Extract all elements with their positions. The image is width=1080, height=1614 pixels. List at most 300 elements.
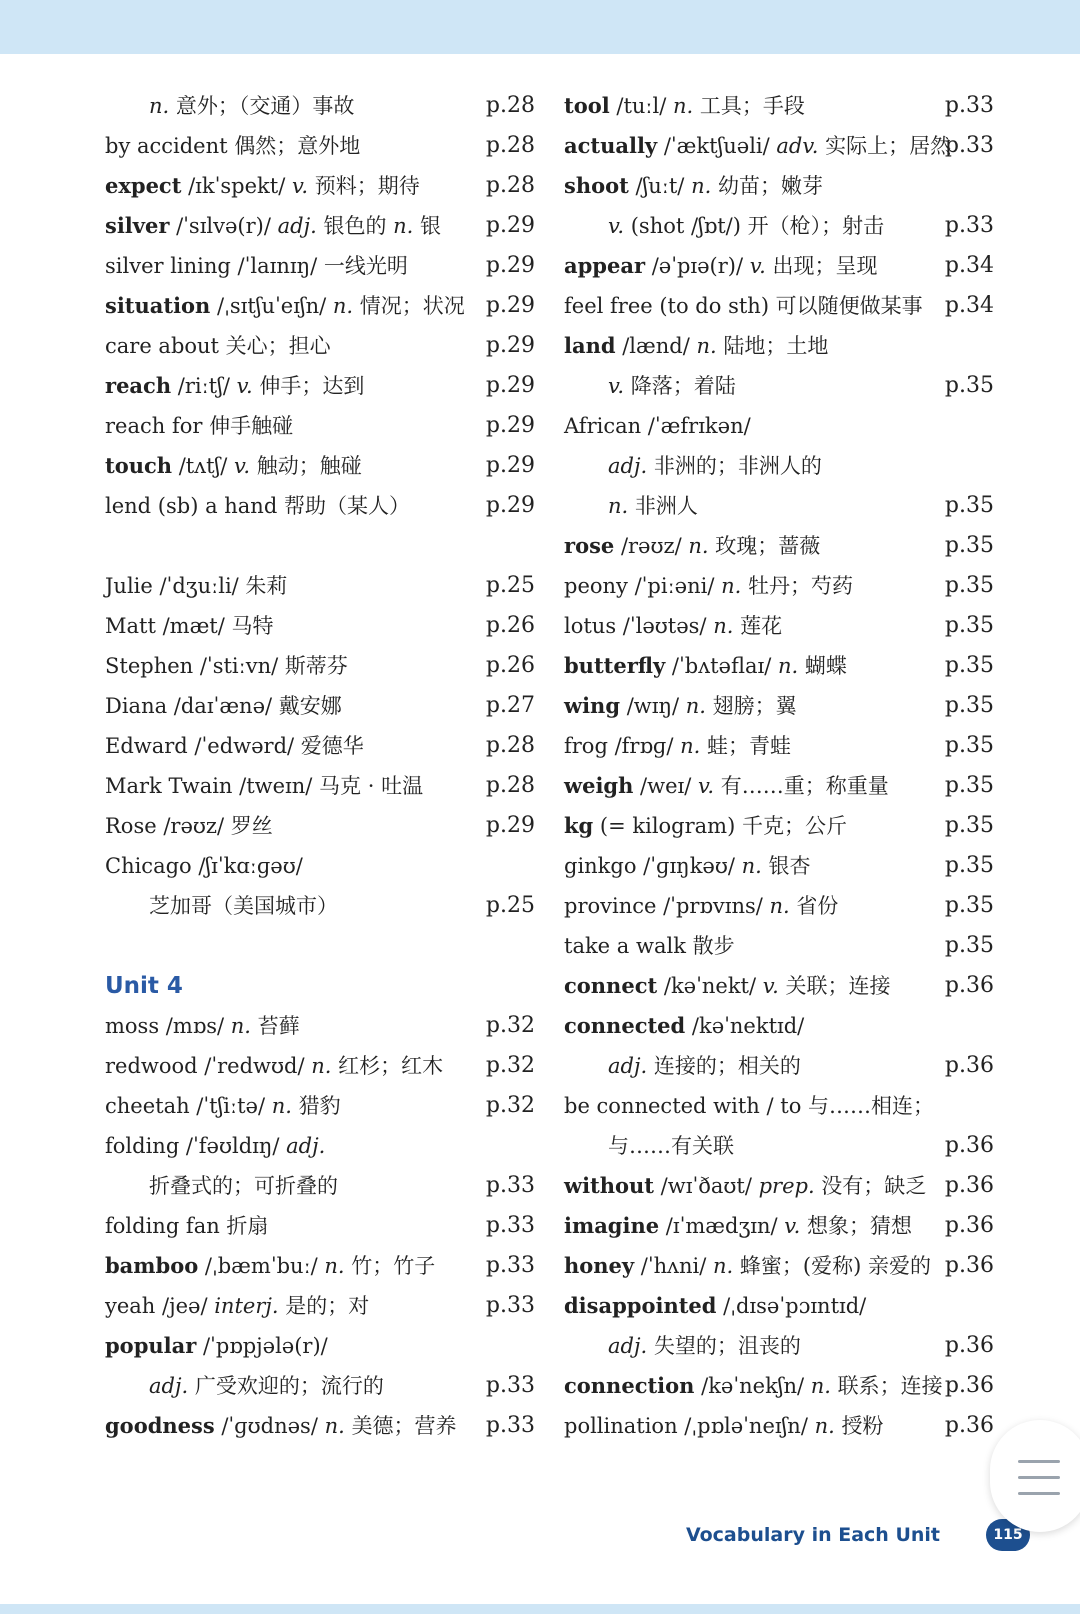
- entry-text: [149, 1166, 338, 1206]
- vocab-entry: [105, 1326, 535, 1366]
- vocab-entry: [105, 126, 535, 166]
- meaning: 翅膀；翼: [705, 694, 797, 718]
- page-reference: p.36: [944, 1133, 994, 1158]
- vocab-entry: [564, 286, 994, 326]
- headword: shoot: [564, 173, 629, 198]
- meaning: 莲花: [733, 614, 783, 638]
- part-of-speech: n.: [149, 94, 170, 118]
- page-reference: p.35: [944, 653, 994, 678]
- entry-text: [564, 326, 828, 366]
- bottom-band: [0, 1604, 1080, 1614]
- entry-text: [564, 686, 797, 726]
- page-reference: p.36: [944, 973, 994, 998]
- vocab-entry: [564, 1326, 994, 1366]
- entry-text: [564, 606, 782, 646]
- vocab-entry: [564, 806, 994, 846]
- entry-text: [564, 886, 838, 926]
- part-of-speech: n.: [777, 654, 799, 678]
- headword: wing: [564, 693, 621, 718]
- page-reference: p.29: [485, 213, 535, 238]
- vocab-entry: [564, 726, 994, 766]
- left-column: [105, 86, 535, 1446]
- meaning: 蜂蜜；(爱称) 亲爱的: [733, 1254, 931, 1278]
- entry-text: [608, 366, 736, 406]
- part-of-speech: n.: [680, 734, 701, 758]
- meaning: 没有；缺乏: [814, 1174, 927, 1198]
- entry-detail: moss /mɒs/: [105, 1014, 231, 1038]
- meaning: 银: [413, 214, 442, 238]
- entry-text: [149, 86, 354, 126]
- entry-text: [105, 286, 465, 326]
- part-of-speech: adv.: [776, 134, 819, 158]
- entry-text: [105, 326, 331, 366]
- entry-text: [564, 646, 847, 686]
- headword: connect: [564, 973, 658, 998]
- headword: actually: [564, 133, 658, 158]
- entry-detail: /rəʊz/: [614, 534, 689, 558]
- vocab-entry: [564, 446, 994, 486]
- entry-detail: Julie /ˈdʒuːli/ 朱莉: [105, 574, 288, 598]
- entry-text: [564, 1166, 926, 1206]
- vocab-entry: [564, 326, 994, 366]
- vocab-entry: [105, 1006, 535, 1046]
- vocab-entry: [105, 1286, 535, 1326]
- page-reference: p.29: [485, 493, 535, 518]
- vocab-entry: [105, 366, 535, 406]
- vocab-entry: [564, 846, 994, 886]
- vocab-entry: [105, 1406, 535, 1446]
- entry-text: [105, 246, 408, 286]
- vocab-entry: [105, 406, 535, 446]
- meaning: 情况；状况: [353, 294, 465, 318]
- vocab-entry: [564, 686, 994, 726]
- entry-text: [105, 566, 287, 606]
- entry-text: [564, 126, 951, 166]
- entry-detail: Edward /ˈedwərd/ 爱德华: [105, 734, 364, 758]
- entry-text: [105, 1086, 341, 1126]
- vocab-entry: [564, 366, 994, 406]
- entry-detail: reach for 伸手触碰: [105, 414, 294, 438]
- part-of-speech: n.: [685, 694, 706, 718]
- entry-text: [105, 1046, 443, 1086]
- part-of-speech: n.: [332, 294, 354, 318]
- vocab-entry: [564, 646, 994, 686]
- entry-text: [564, 966, 890, 1006]
- entry-detail: ginkgo /ˈɡɪŋkəʊ/: [564, 854, 742, 878]
- meaning: 陆地；土地: [716, 334, 829, 358]
- entry-text: [105, 126, 360, 166]
- entry-detail: peony /ˈpiːəni/: [564, 574, 722, 598]
- headword: disappointed: [564, 1293, 717, 1318]
- meaning: 竹；竹子: [344, 1254, 436, 1278]
- vocab-entry: [105, 686, 535, 726]
- entry-text: [105, 1246, 435, 1286]
- page-reference: p.33: [944, 213, 994, 238]
- entry-detail: /ˈpɒpjələ(r)/: [196, 1334, 328, 1358]
- page-reference: p.33: [485, 1213, 535, 1238]
- entry-text: [105, 1286, 369, 1326]
- page-reference: p.28: [485, 773, 535, 798]
- vocab-entry: [105, 1206, 535, 1246]
- entry-detail: /riːtʃ/: [171, 374, 237, 398]
- headword: expect: [105, 173, 182, 198]
- top-band: [0, 0, 1080, 54]
- part-of-speech: n.: [271, 1094, 292, 1118]
- part-of-speech: v.: [608, 214, 625, 238]
- entry-text: [608, 486, 698, 526]
- page-reference: p.35: [944, 573, 994, 598]
- page-reference: p.35: [944, 373, 994, 398]
- entry-detail: redwood /ˈredwʊd/: [105, 1054, 312, 1078]
- meaning: 工具；手段: [693, 94, 805, 118]
- page-reference: p.28: [485, 93, 535, 118]
- page-reference: p.33: [485, 1373, 535, 1398]
- vocab-entry: [564, 126, 994, 166]
- vocab-entry: [105, 246, 535, 286]
- entry-detail: 折叠式的；可折叠的: [149, 1174, 338, 1198]
- entry-detail: /ɪˈmædʒɪn/: [659, 1214, 785, 1238]
- headword: touch: [105, 453, 173, 478]
- vocab-entry: [564, 1246, 994, 1286]
- page-reference: p.35: [944, 613, 994, 638]
- headword: connected: [564, 1013, 686, 1038]
- vocab-entry: [564, 406, 994, 446]
- vocab-entry: [564, 486, 994, 526]
- entry-text: [564, 1366, 943, 1406]
- vocab-entry: [564, 886, 994, 926]
- page-reference: p.36: [944, 1413, 994, 1438]
- vocab-entry: [105, 86, 535, 126]
- page-reference: p.28: [485, 733, 535, 758]
- meaning: 蛙；青蛙: [700, 734, 791, 758]
- vocab-entry: [564, 526, 994, 566]
- vocab-entry: [564, 206, 994, 246]
- entry-detail: lotus /ˈləʊtəs/: [564, 614, 714, 638]
- page-reference: p.29: [485, 293, 535, 318]
- entry-detail: yeah /jeə/: [105, 1294, 215, 1318]
- entry-detail: Diana /daɪˈænə/ 戴安娜: [105, 694, 342, 718]
- entry-text: [105, 1126, 325, 1166]
- entry-text: [608, 1326, 801, 1366]
- headword: silver: [105, 213, 170, 238]
- entry-detail: cheetah /ˈtʃiːtə/: [105, 1094, 272, 1118]
- part-of-speech: n.: [688, 534, 709, 558]
- meaning: 牡丹；芍药: [741, 574, 853, 598]
- part-of-speech: v.: [236, 374, 253, 398]
- headword: situation: [105, 293, 211, 318]
- part-of-speech: adj.: [277, 214, 317, 238]
- part-of-speech: n.: [810, 1374, 831, 1398]
- entry-text: [564, 806, 847, 846]
- page-reference: p.33: [485, 1253, 535, 1278]
- entry-detail: Mark Twain /tweɪn/ 马克 · 吐温: [105, 774, 424, 798]
- vocab-entry: [564, 166, 994, 206]
- entry-detail: /ˈhʌni/: [634, 1254, 714, 1278]
- unit-heading-row: [105, 966, 535, 1006]
- entry-text: [564, 926, 735, 966]
- entry-detail: /lænd/: [615, 334, 697, 358]
- meaning: 触动；触碰: [250, 454, 362, 478]
- page-reference: p.33: [944, 133, 994, 158]
- headword: honey: [564, 1253, 635, 1278]
- entry-detail: /ˈɡʊdnəs/: [214, 1414, 325, 1438]
- entry-text: [564, 1406, 883, 1446]
- headword: reach: [105, 373, 172, 398]
- page-reference: p.33: [944, 93, 994, 118]
- page-reference: p.25: [485, 573, 535, 598]
- page-number-badge: 115: [986, 1519, 1030, 1551]
- vocab-entry: [105, 726, 535, 766]
- entry-detail: by accident 偶然；意外地: [105, 134, 361, 158]
- meaning: 红杉；红木: [331, 1054, 444, 1078]
- page-reference: p.36: [944, 1253, 994, 1278]
- entry-detail: /kəˈnekʃn/: [694, 1374, 811, 1398]
- part-of-speech: n.: [324, 1414, 345, 1438]
- part-of-speech: n.: [769, 894, 790, 918]
- entry-text: [105, 166, 420, 206]
- vocab-entry: [564, 566, 994, 606]
- entry-text: [564, 286, 923, 326]
- entry-detail: /ˌsɪtʃuˈeɪʃn/: [210, 294, 333, 318]
- entry-text: [608, 1126, 734, 1166]
- page-reference: p.36: [944, 1053, 994, 1078]
- part-of-speech: n.: [713, 614, 734, 638]
- part-of-speech: n.: [324, 1254, 345, 1278]
- meaning: 意外；（交通）事故: [169, 94, 355, 118]
- vocab-entry: [564, 766, 994, 806]
- entry-detail: province /ˈprɒvɪns/: [564, 894, 770, 918]
- page-reference: p.33: [485, 1293, 535, 1318]
- entry-detail: silver lining /ˈlaɪnɪŋ/ 一线光明: [105, 254, 408, 278]
- entry-detail: folding fan 折扇: [105, 1214, 269, 1238]
- vocab-entry: [105, 286, 535, 326]
- page-reference: p.29: [485, 253, 535, 278]
- entry-text: [564, 846, 811, 886]
- entry-detail: African /ˈæfrɪkən/: [564, 414, 751, 438]
- vocab-entry: [105, 1166, 535, 1206]
- meaning: 授粉: [834, 1414, 884, 1438]
- entry-text: [105, 486, 410, 526]
- entry-detail: /wɪŋ/: [620, 694, 686, 718]
- entry-text: [105, 1406, 456, 1446]
- entry-detail: /ˌbæmˈbuː/: [198, 1254, 325, 1278]
- meaning: 幼苗；嫩芽: [711, 174, 823, 198]
- entry-detail: /əˈpɪə(r)/: [645, 254, 750, 278]
- entry-detail: 芝加哥（美国城市）: [149, 894, 338, 918]
- meaning: 有……重；称重量: [714, 774, 889, 798]
- headword: appear: [564, 253, 646, 278]
- entry-detail: /wɪˈðaʊt/: [654, 1174, 759, 1198]
- vocab-entry: [564, 1046, 994, 1086]
- entry-detail: folding /ˈfəʊldɪŋ/: [105, 1134, 287, 1158]
- part-of-speech: v.: [749, 254, 766, 278]
- entry-detail: feel free (to do sth) 可以随便做某事: [564, 294, 923, 318]
- part-of-speech: v.: [608, 374, 625, 398]
- part-of-speech: n.: [696, 334, 717, 358]
- entry-detail: /ˈæktʃuəli/: [657, 134, 777, 158]
- meaning: (shot /ʃɒt/) 开（枪）；射击: [624, 214, 885, 238]
- entry-detail: Matt /mæt/ 马特: [105, 614, 274, 638]
- footer-title: Vocabulary in Each Unit: [685, 1524, 940, 1546]
- page-reference: p.35: [944, 733, 994, 758]
- page-reference: p.32: [485, 1013, 535, 1038]
- entry-text: [608, 1046, 801, 1086]
- part-of-speech: adj.: [286, 1134, 326, 1158]
- part-of-speech: n.: [691, 174, 712, 198]
- page-reference: p.33: [485, 1173, 535, 1198]
- headword: connection: [564, 1373, 695, 1398]
- meaning: 出现；呈现: [765, 254, 878, 278]
- page-reference: p.35: [944, 533, 994, 558]
- page-reference: p.35: [944, 773, 994, 798]
- page-reference: p.29: [485, 813, 535, 838]
- entry-text: [564, 526, 820, 566]
- vocab-entry: [564, 86, 994, 126]
- entry-text: [105, 206, 441, 246]
- page-reference: p.36: [944, 1373, 994, 1398]
- vocab-entry: [564, 246, 994, 286]
- page-reference: p.35: [944, 813, 994, 838]
- vocab-entry: [105, 166, 535, 206]
- entry-text: [608, 446, 822, 486]
- page-reference: p.35: [944, 493, 994, 518]
- entry-text: [564, 166, 823, 206]
- vocab-entry: [105, 646, 535, 686]
- meaning: 预料；期待: [308, 174, 420, 198]
- entry-detail: be connected with / to 与……相连；: [564, 1094, 935, 1118]
- page-reference: p.32: [485, 1093, 535, 1118]
- meaning: 非洲人: [628, 494, 698, 518]
- entry-text: [564, 566, 853, 606]
- headword: bamboo: [105, 1253, 199, 1278]
- page-reference: p.29: [485, 453, 535, 478]
- entry-text: [564, 1086, 934, 1126]
- part-of-speech: n.: [393, 214, 414, 238]
- entry-text: [105, 606, 274, 646]
- vocab-entry: [105, 566, 535, 606]
- headword: goodness: [105, 1413, 215, 1438]
- entry-text: [564, 406, 751, 446]
- part-of-speech: n.: [741, 854, 762, 878]
- part-of-speech: n.: [311, 1054, 332, 1078]
- entry-text: [564, 1246, 931, 1286]
- entry-text: [105, 1006, 300, 1046]
- entry-text: [105, 1326, 328, 1366]
- part-of-speech: v.: [233, 454, 251, 478]
- headword: imagine: [564, 1213, 660, 1238]
- vocab-entry: [564, 926, 994, 966]
- vocab-entry: [564, 1406, 994, 1446]
- meaning: 伸手；达到: [252, 374, 365, 398]
- page-reference: p.36: [944, 1333, 994, 1358]
- spacer: [105, 926, 535, 966]
- page-reference: p.26: [485, 653, 535, 678]
- vocab-entry: [564, 966, 994, 1006]
- spacer: [105, 526, 535, 566]
- page-reference: p.26: [485, 613, 535, 638]
- part-of-speech: adj.: [608, 1054, 648, 1078]
- entry-detail: lend (sb) a hand 帮助（某人）: [105, 494, 410, 518]
- page-reference: p.35: [944, 693, 994, 718]
- entry-detail: 与……有关联: [608, 1134, 734, 1158]
- meaning: 想象；猜想: [800, 1214, 913, 1238]
- entry-text: [105, 806, 273, 846]
- entry-detail: (= kilogram) 千克；公斤: [593, 814, 847, 838]
- part-of-speech: n.: [713, 1254, 734, 1278]
- entry-detail: /ɪkˈspekt/: [181, 174, 292, 198]
- headword: popular: [105, 1333, 197, 1358]
- vocab-entry: [105, 486, 535, 526]
- part-of-speech: v.: [762, 974, 779, 998]
- entry-text: [564, 1006, 804, 1046]
- entry-detail: /ˈbʌtəflaɪ/: [665, 654, 778, 678]
- headword: land: [564, 333, 616, 358]
- entry-text: [105, 446, 362, 486]
- page-reference: p.29: [485, 333, 535, 358]
- entry-text: [564, 726, 791, 766]
- vocab-entry: [105, 1246, 535, 1286]
- vocab-entry: [564, 1286, 994, 1326]
- entry-text: [149, 1366, 384, 1406]
- vocab-entry: [105, 1086, 535, 1126]
- page-reference: p.29: [485, 373, 535, 398]
- entry-detail: pollination /ˌpɒləˈneɪʃn/: [564, 1414, 815, 1438]
- page-reference: p.33: [485, 1413, 535, 1438]
- meaning: 银色的: [316, 214, 394, 238]
- vocab-entry: [105, 766, 535, 806]
- meaning: 蝴蝶: [798, 654, 847, 678]
- part-of-speech: adj.: [608, 1334, 648, 1358]
- entry-text: [105, 726, 364, 766]
- entry-detail: take a walk 散步: [564, 934, 735, 958]
- vocab-entry: [564, 1166, 994, 1206]
- part-of-speech: n.: [230, 1014, 251, 1038]
- vocab-entry: [105, 886, 535, 926]
- vocab-entry: [564, 1086, 994, 1126]
- vocab-entry: [564, 606, 994, 646]
- part-of-speech: v.: [291, 174, 309, 198]
- headword: butterfly: [564, 653, 666, 678]
- entry-text: [564, 766, 889, 806]
- entry-detail: /ʃuːt/: [628, 174, 692, 198]
- entry-text: [105, 366, 364, 406]
- meaning: 美德；营养: [344, 1414, 457, 1438]
- vocab-entry: [105, 1366, 535, 1406]
- entry-detail: /kəˈnektɪd/: [685, 1014, 805, 1038]
- entry-detail: care about 关心；担心: [105, 334, 331, 358]
- vocab-entry: [105, 1126, 535, 1166]
- right-column: [564, 86, 994, 1446]
- vocab-entry: [564, 1206, 994, 1246]
- part-of-speech: n.: [814, 1414, 835, 1438]
- menu-icon[interactable]: [1018, 1460, 1060, 1496]
- entry-detail: frog /frɒɡ/: [564, 734, 681, 758]
- page-reference: p.36: [944, 1173, 994, 1198]
- vocab-entry: [105, 446, 535, 486]
- entry-text: [105, 1206, 268, 1246]
- page-reference: p.35: [944, 893, 994, 918]
- page-reference: p.35: [944, 933, 994, 958]
- entry-detail: /weɪ/: [633, 774, 698, 798]
- entry-text: [105, 406, 293, 446]
- page-reference: p.28: [485, 133, 535, 158]
- vocab-entry: [564, 1006, 994, 1046]
- part-of-speech: v.: [784, 1214, 801, 1238]
- meaning: 是的；对: [278, 1294, 370, 1318]
- part-of-speech: interj.: [214, 1294, 279, 1318]
- meaning: 连接的；相关的: [647, 1054, 801, 1078]
- entry-text: [564, 1286, 866, 1326]
